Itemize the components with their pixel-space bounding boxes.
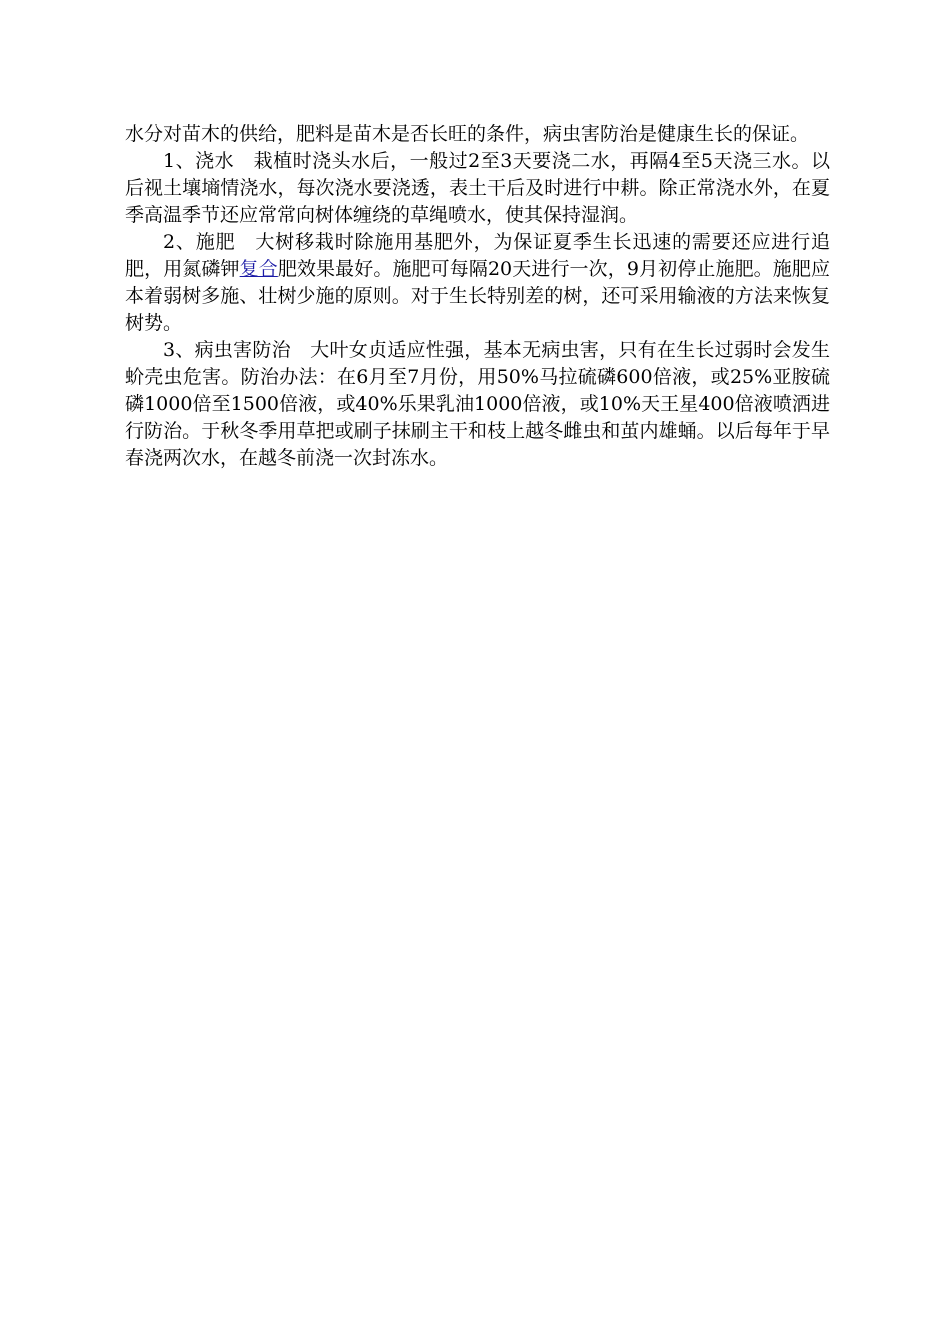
paragraph-pest-control	[125, 337, 830, 472]
paragraph-fertilizing	[125, 229, 830, 337]
paragraph-fertilizing-text-before: 2、施肥 大树移栽时除施用基肥外，为保证夏季生长迅速的需要还应进行追肥，用氮磷钾	[125, 231, 830, 280]
paragraph-pest-control-text: 3、病虫害防治 大叶女贞适应性强，基本无病虫害，只有在生长过弱时会发生蚧壳虫危害。防治办法：在6月至7月份，用50%马拉硫磷600倍液，或25%亚胺硫磷1000倍至1500倍液，或40%乐果乳油1000倍液，或10%天王星400倍液喷洒进行防治。于秋冬季用草把或刷子抹刷主干和枝上越冬雌虫和茧内雄蛹。以后每年于早春浇两次水，在越冬前浇一次封冻水。	[125, 339, 830, 469]
paragraph-intro	[125, 121, 830, 148]
paragraph-fertilizing-text-after: 肥效果最好。施肥可每隔20天进行一次，9月初停止施肥。施肥应本着弱树多施、壮树少施的原则。对于生长特别差的树，还可采用输液的方法来恢复树势。	[125, 258, 830, 334]
paragraph-watering-text: 1、浇水 栽植时浇头水后，一般过2至3天要浇二水，再隔4至5天浇三水。以后视土壤墒情浇水，每次浇水要浇透，表土干后及时进行中耕。除正常浇水外，在夏季高温季节还应常常向树体缠绕的草绳喷水，使其保持湿润。	[125, 150, 830, 226]
compound-fertilizer-link[interactable]: 复合	[239, 258, 278, 280]
paragraph-intro-text: 水分对苗木的供给，肥料是苗木是否长旺的条件，病虫害防治是健康生长的保证。	[125, 123, 810, 145]
document-body	[125, 121, 830, 472]
paragraph-watering	[125, 148, 830, 229]
